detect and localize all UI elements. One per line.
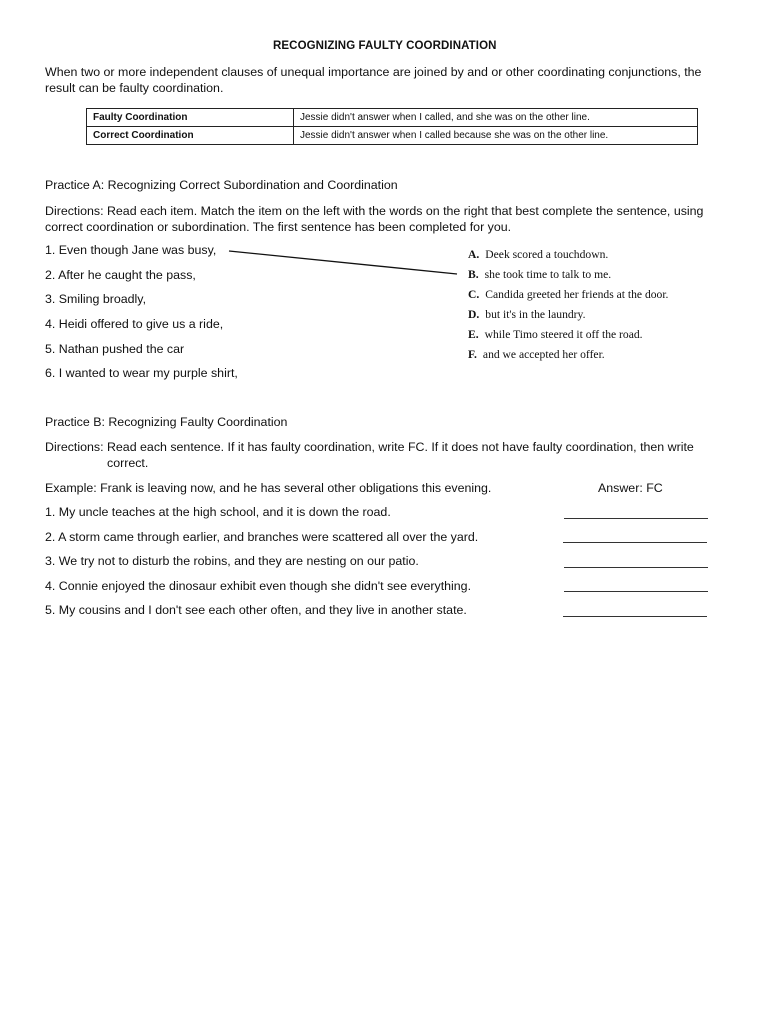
list-item: 2. After he caught the pass,: [45, 268, 196, 282]
list-item: 1. My uncle teaches at the high school, and it is down the road.: [45, 505, 391, 519]
option-text: and we accepted her offer.: [482, 348, 605, 361]
option-text: she took time to talk to me.: [484, 268, 612, 281]
list-item: 1. Even though Jane was busy,: [45, 243, 217, 257]
list-item: 5. Nathan pushed the car: [45, 342, 185, 356]
option-item: [468, 308, 585, 321]
option-item: [468, 288, 668, 301]
answer-blank[interactable]: [563, 616, 707, 617]
intro-paragraph: When two or more independent clauses of unequal importance are joined by and or other coordinating conjunctions, the result can be faulty coordination.: [45, 65, 702, 95]
option-letter: F.: [468, 348, 477, 361]
practice-a-directions: Directions: Read each item. Match the item on the left with the words on the right that best complete the sentence, using correct coordination or subordination. The first sentence has been completed for you.: [45, 204, 704, 234]
example-answer: Answer: FC: [598, 481, 663, 495]
example-sentence: Example: Frank is leaving now, and he has several other obligations this evening.: [45, 481, 492, 495]
option-text: but it's in the laundry.: [485, 308, 586, 321]
answer-blank[interactable]: [564, 567, 708, 568]
option-letter: A.: [468, 248, 480, 261]
practice-a-heading: Practice A: Recognizing Correct Subordination and Coordination: [45, 178, 398, 192]
option-text: Candida greeted her friends at the door.: [485, 288, 669, 301]
practice-b-heading: Practice B: Recognizing Faulty Coordination: [45, 415, 288, 429]
option-text: Deek scored a touchdown.: [485, 248, 609, 261]
option-item: [468, 348, 605, 361]
reference-table: [86, 108, 698, 145]
list-item: 3. We try not to disturb the robins, and they are nesting on our patio.: [45, 554, 419, 568]
table-row: [87, 127, 698, 145]
answer-blank[interactable]: [564, 518, 708, 519]
option-item: [468, 268, 611, 281]
option-text: while Timo steered it off the road.: [484, 328, 643, 341]
option-letter: B.: [468, 268, 479, 281]
table-cell-label: Faulty Coordination: [87, 109, 294, 127]
option-item: [468, 248, 608, 261]
option-letter: E.: [468, 328, 479, 341]
answer-blank[interactable]: [564, 591, 708, 592]
list-item: 2. A storm came through earlier, and branches were scattered all over the yard.: [45, 530, 479, 544]
table-cell-text: Jessie didn't answer when I called because she was on the other line.: [294, 127, 698, 145]
table-cell-text: Jessie didn't answer when I called, and she was on the other line.: [294, 109, 698, 127]
practice-b-directions: Directions: Read each sentence. If it has faulty coordination, write FC. If it does not have faulty coordination, then write: [45, 440, 694, 454]
list-item: 4. Heidi offered to give us a ride,: [45, 317, 224, 331]
list-item: 3. Smiling broadly,: [45, 292, 147, 306]
option-item: [468, 328, 643, 341]
list-item: 5. My cousins and I don't see each other often, and they live in another state.: [45, 603, 467, 617]
answer-blank[interactable]: [563, 542, 707, 543]
list-item: 4. Connie enjoyed the dinosaur exhibit even though she didn't see everything.: [45, 579, 472, 593]
list-item: 6. I wanted to wear my purple shirt,: [45, 366, 238, 380]
page-title: RECOGNIZING FAULTY COORDINATION: [273, 40, 497, 52]
option-letter: D.: [468, 308, 480, 321]
option-letter: C.: [468, 288, 480, 301]
table-row: [87, 109, 698, 127]
table-cell-label: Correct Coordination: [87, 127, 294, 145]
practice-b-directions-continued: correct.: [107, 456, 149, 470]
